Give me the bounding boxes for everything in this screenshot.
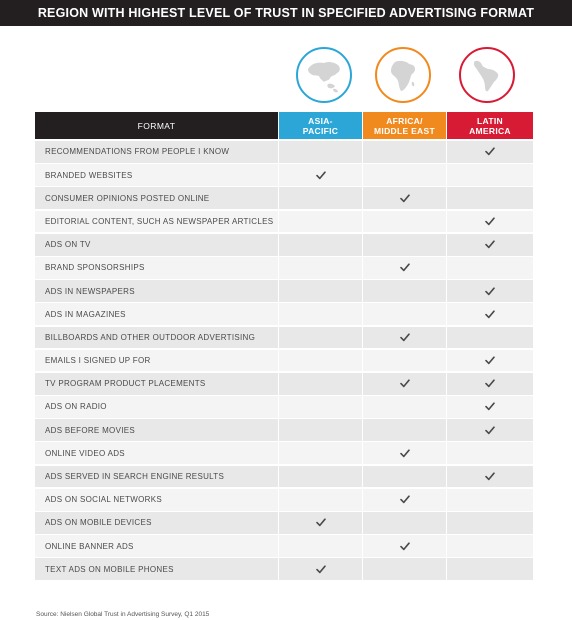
africa-middle-east-cell	[362, 396, 446, 418]
table-row	[35, 465, 533, 488]
asia-pacific-cell	[278, 211, 362, 233]
africa-middle-east-cell	[362, 257, 446, 279]
asia-pacific-cell	[278, 187, 362, 209]
asia-pacific-cell	[278, 396, 362, 418]
format-label: ADS ON MOBILE DEVICES	[35, 512, 278, 534]
table-row	[35, 279, 533, 302]
format-label: ADS ON TV	[35, 234, 278, 256]
africa-middle-east-cell	[362, 535, 446, 557]
asia-globe-icon	[296, 47, 352, 103]
table-row	[35, 534, 533, 557]
asia-pacific-cell	[278, 489, 362, 511]
asia-pacific-cell	[278, 442, 362, 464]
checkmark-icon	[485, 147, 495, 156]
checkmark-icon	[485, 426, 495, 435]
africa-middle-east-cell	[362, 373, 446, 395]
table-row	[35, 186, 533, 209]
table-row	[35, 302, 533, 325]
checkmark-icon	[316, 565, 326, 574]
format-label: EDITORIAL CONTENT, SUCH AS NEWSPAPER ARTICLES	[35, 211, 278, 233]
asia-pacific-cell	[278, 466, 362, 488]
latin-america-cell	[446, 350, 533, 372]
checkmark-icon	[400, 449, 410, 458]
checkmark-icon	[485, 356, 495, 365]
africa-middle-east-cell	[362, 442, 446, 464]
table-row	[35, 441, 533, 464]
latin-america-cell	[446, 442, 533, 464]
format-label: ONLINE VIDEO ADS	[35, 442, 278, 464]
asia-pacific-cell	[278, 512, 362, 534]
asia-pacific-cell	[278, 327, 362, 349]
latin-america-cell	[446, 303, 533, 325]
latin-america-cell	[446, 164, 533, 186]
table-row	[35, 349, 533, 372]
table-row	[35, 418, 533, 441]
checkmark-icon	[316, 171, 326, 180]
format-label: ADS IN NEWSPAPERS	[35, 280, 278, 302]
format-label: TV PROGRAM PRODUCT PLACEMENTS	[35, 373, 278, 395]
africa-middle-east-cell	[362, 164, 446, 186]
africa-middle-east-cell	[362, 419, 446, 441]
table-row	[35, 140, 533, 163]
format-label: EMAILS I SIGNED UP FOR	[35, 350, 278, 372]
table-row	[35, 326, 533, 349]
latin-america-cell	[446, 419, 533, 441]
format-label: BRANDED WEBSITES	[35, 164, 278, 186]
asia-pacific-cell	[278, 373, 362, 395]
latin-america-cell	[446, 187, 533, 209]
latin-america-cell	[446, 141, 533, 163]
checkmark-icon	[485, 287, 495, 296]
table-row	[35, 488, 533, 511]
table-row	[35, 395, 533, 418]
africa-middle-east-cell	[362, 327, 446, 349]
format-label: ADS ON RADIO	[35, 396, 278, 418]
table-header	[35, 112, 533, 139]
latin-america-cell	[446, 234, 533, 256]
latin-america-cell	[446, 280, 533, 302]
format-label: BILLBOARDS AND OTHER OUTDOOR ADVERTISING	[35, 327, 278, 349]
checkmark-icon	[400, 263, 410, 272]
latin-america-cell	[446, 466, 533, 488]
checkmark-icon	[400, 333, 410, 342]
table-row	[35, 511, 533, 534]
asia-pacific-cell	[278, 141, 362, 163]
format-label: ADS BEFORE MOVIES	[35, 419, 278, 441]
africa-middle-east-cell	[362, 211, 446, 233]
africa-middle-east-cell	[362, 350, 446, 372]
latin-america-cell	[446, 535, 533, 557]
asia-pacific-cell	[278, 280, 362, 302]
checkmark-icon	[485, 379, 495, 388]
source-note: Source: Nielsen Global Trust in Advertising Survey, Q1 2015	[36, 611, 210, 618]
latin-america-column-header: LATIN AMERICA	[446, 112, 533, 139]
latin-america-globe-icon	[459, 47, 515, 103]
checkmark-icon	[485, 240, 495, 249]
asia-pacific-cell	[278, 419, 362, 441]
asia-pacific-cell	[278, 164, 362, 186]
africa-middle-east-cell	[362, 512, 446, 534]
asia-pacific-cell	[278, 558, 362, 580]
table-row	[35, 163, 533, 186]
latin-america-cell	[446, 558, 533, 580]
format-label: RECOMMENDATIONS FROM PEOPLE I KNOW	[35, 141, 278, 163]
africa-middle-east-cell	[362, 187, 446, 209]
checkmark-icon	[485, 402, 495, 411]
latin-america-cell	[446, 211, 533, 233]
checkmark-icon	[400, 542, 410, 551]
latin-america-cell	[446, 373, 533, 395]
asia-pacific-cell	[278, 535, 362, 557]
trust-table	[35, 112, 533, 581]
latin-america-cell	[446, 257, 533, 279]
table-row	[35, 233, 533, 256]
checkmark-icon	[485, 472, 495, 481]
format-label: BRAND SPONSORSHIPS	[35, 257, 278, 279]
africa-middle-east-cell	[362, 280, 446, 302]
africa-middle-east-cell	[362, 141, 446, 163]
format-label: ADS SERVED IN SEARCH ENGINE RESULTS	[35, 466, 278, 488]
asia-pacific-cell	[278, 303, 362, 325]
latin-america-cell	[446, 396, 533, 418]
africa-globe-icon	[375, 47, 431, 103]
asia-pacific-cell	[278, 234, 362, 256]
format-column-header: FORMAT	[35, 112, 278, 139]
checkmark-icon	[400, 495, 410, 504]
africa-middle-east-cell	[362, 234, 446, 256]
africa-middle-east-column-header: AFRICA/ MIDDLE EAST	[362, 112, 446, 139]
checkmark-icon	[485, 217, 495, 226]
page-title: REGION WITH HIGHEST LEVEL OF TRUST IN SPECIFIED ADVERTISING FORMAT	[0, 0, 572, 26]
table-row	[35, 372, 533, 395]
table-row	[35, 210, 533, 233]
format-label: TEXT ADS ON MOBILE PHONES	[35, 558, 278, 580]
format-label: CONSUMER OPINIONS POSTED ONLINE	[35, 187, 278, 209]
table-row	[35, 557, 533, 580]
table-row	[35, 256, 533, 279]
checkmark-icon	[485, 310, 495, 319]
format-label: ONLINE BANNER ADS	[35, 535, 278, 557]
asia-pacific-column-header: ASIA- PACIFIC	[278, 112, 362, 139]
africa-middle-east-cell	[362, 558, 446, 580]
table-body	[35, 140, 533, 580]
africa-middle-east-cell	[362, 303, 446, 325]
asia-pacific-cell	[278, 257, 362, 279]
format-label: ADS IN MAGAZINES	[35, 303, 278, 325]
africa-middle-east-cell	[362, 489, 446, 511]
checkmark-icon	[316, 518, 326, 527]
latin-america-cell	[446, 327, 533, 349]
latin-america-cell	[446, 489, 533, 511]
format-label: ADS ON SOCIAL NETWORKS	[35, 489, 278, 511]
checkmark-icon	[400, 194, 410, 203]
africa-middle-east-cell	[362, 466, 446, 488]
latin-america-cell	[446, 512, 533, 534]
asia-pacific-cell	[278, 350, 362, 372]
checkmark-icon	[400, 379, 410, 388]
